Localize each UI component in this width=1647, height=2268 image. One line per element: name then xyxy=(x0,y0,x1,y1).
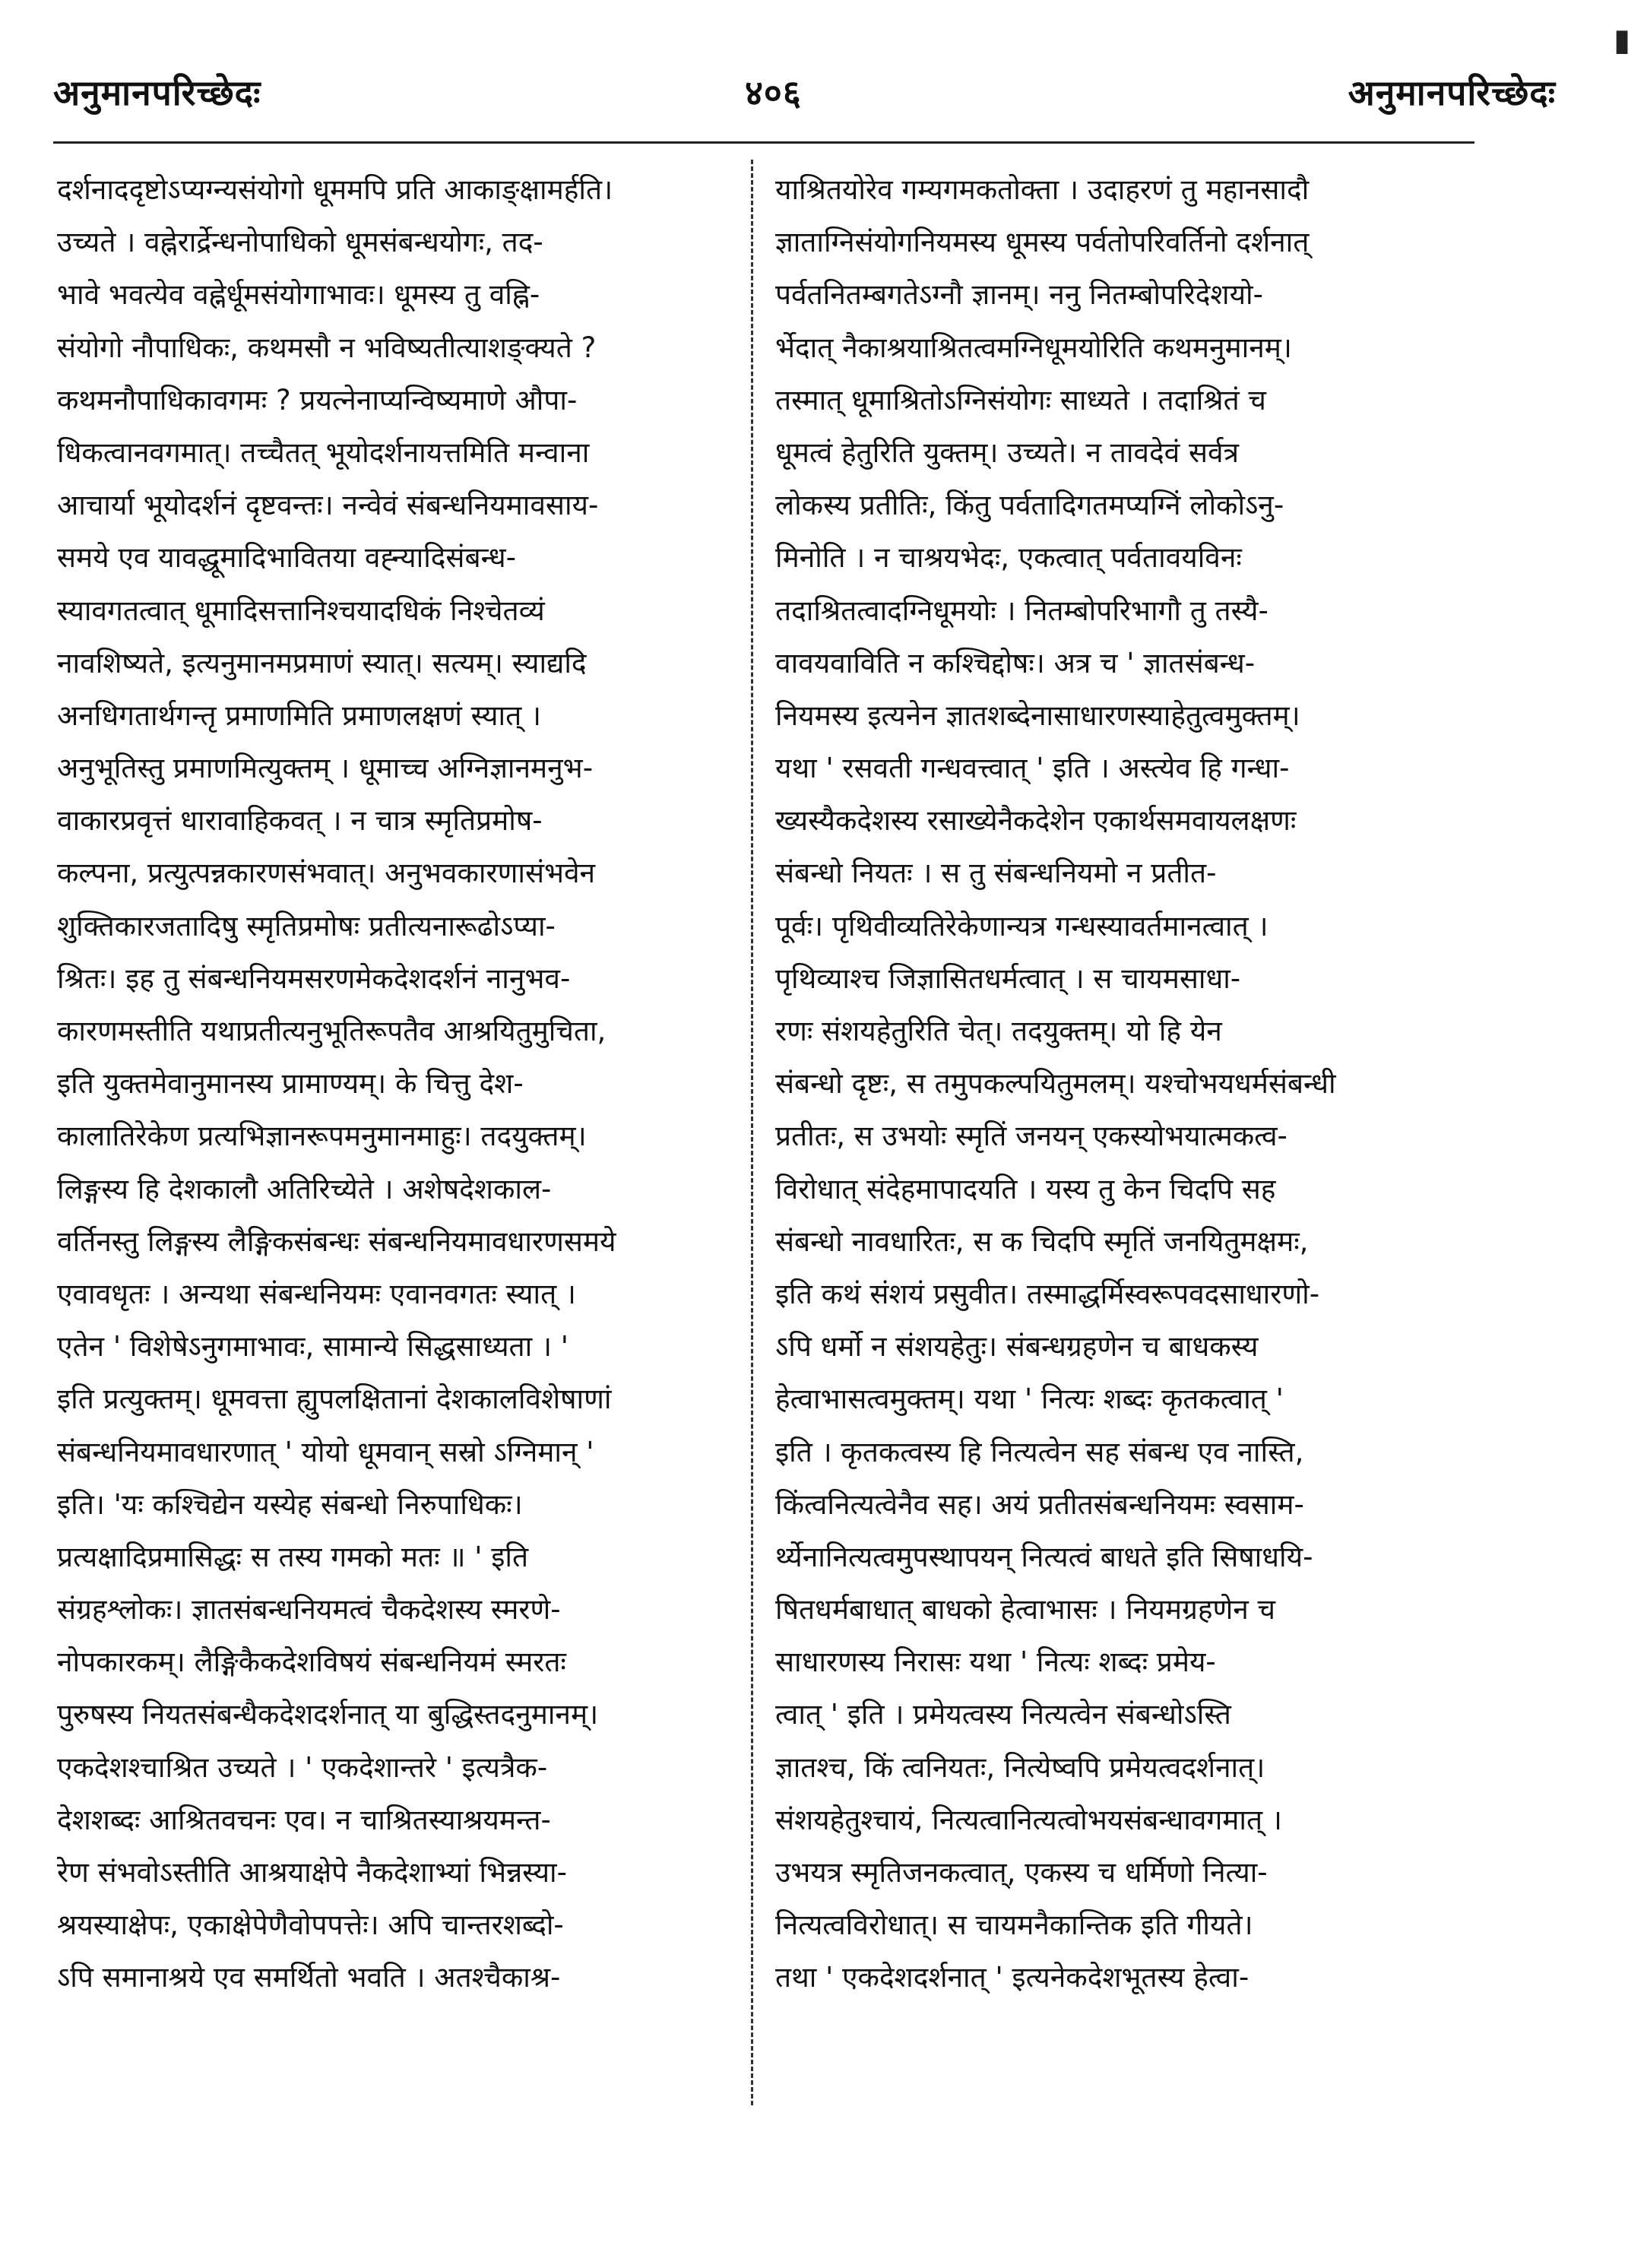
text-line: त्वात् ' इति । प्रमेयत्वस्य नित्यत्वेन संबन्धोऽस्ति xyxy=(775,1698,1231,1731)
text-line: पृथिव्याश्च जिज्ञासितधर्मत्वात् । स चायमसाधा- xyxy=(775,961,1241,995)
running-head-right: अनुमानपरिच्छेदः xyxy=(1348,72,1556,113)
text-line: धिकत्वानवगमात्। तच्चैतत् भूयोदर्शनायत्तमिति मन्वाना xyxy=(57,436,590,469)
text-line: श्रितः। इह तु संबन्धनियमसरणमेकदेशदर्शनं नानुभव- xyxy=(57,961,571,995)
text-line: कल्पना, प्रत्युत्पन्नकारणसंभवात्। अनुभवकारणासंभवेन xyxy=(57,857,596,890)
text-line: नोपकारकम्। लैङ्गिकैकदेशविषयं संबन्धनियमं स्मरतः xyxy=(57,1646,566,1679)
text-line: इति कथं संशयं प्रसुवीत। तस्माद्धर्मिस्वरूपवदसाधारणो- xyxy=(775,1277,1320,1310)
text-line: नावशिष्यते, इत्यनुमानमप्रमाणं स्यात्। सत्यम्। स्याद्यदि xyxy=(57,646,587,679)
text-line: अनुभूतिस्तु प्रमाणमित्युक्तम् । धूमाच्च अग्निज्ञानमनुभ- xyxy=(57,752,594,785)
column-divider xyxy=(751,160,753,2105)
text-line: यथा ' रसवती गन्धवत्त्वात् ' इति । अस्त्येव हि गन्धा- xyxy=(775,752,1290,785)
text-line: विरोधात् संदेहमापादयति । यस्य तु केन चिदपि सह xyxy=(775,1172,1276,1205)
text-line: पूर्वः। पृथिवीव्यतिरेकेणान्यत्र गन्धस्यावर्तमानत्वात् । xyxy=(775,909,1269,942)
text-line: एवावधृतः । अन्यथा संबन्धनियमः एवानवगतः स्यात् । xyxy=(57,1277,576,1310)
text-line: संबन्धो दृष्टः, स तमुपकल्पयितुमलम्। यश्चोभयधर्मसंबन्धी xyxy=(775,1067,1336,1101)
text-line: शुक्तिकारजतादिषु स्मृतिप्रमोषः प्रतीत्यनारूढोऽप्या- xyxy=(57,909,556,942)
text-line: र्भेदात् नैकाश्रयाश्रितत्वमग्निधूमयोरिति कथमनुमानम्। xyxy=(775,331,1292,364)
text-line: समये एव यावद्धूमादिभावितया वह्न्यादिसंबन्ध- xyxy=(57,541,516,575)
text-line: स्यावगतत्वात् धूमादिसत्तानिश्चयादधिकं निश्चेतव्यं xyxy=(57,594,545,627)
text-line: संग्रहश्लोकः। ज्ञातसंबन्धनियमत्वं चैकदेशस्य स्मरणे- xyxy=(57,1593,561,1627)
text-line: कथमनौपाधिकावगमः ? प्रयत्नेनाप्यन्विष्यमाणे औपा- xyxy=(57,383,578,417)
text-line: प्रतीतः, स उभयोः स्मृतिं जनयन् एकस्योभयात्मकत्व- xyxy=(775,1120,1288,1153)
right-column xyxy=(775,163,1482,2004)
text-line: संबन्धनियमावधारणात् ' योयो धूमवान् सस्रो ऽग्निमान् ' xyxy=(57,1435,594,1468)
text-line: इति युक्तमेवानुमानस्य प्रामाण्यम्। के चित्तु देश- xyxy=(57,1067,524,1101)
text-line: ज्ञातश्च, किं त्वनियतः, नित्येष्वपि प्रमेयत्वदर्शनात्। xyxy=(775,1750,1265,1784)
text-line: संबन्धो नावधारितः, स क चिदपि स्मृतिं जनयितुमक्षमः, xyxy=(775,1224,1309,1258)
text-line: इति प्रत्युक्तम्। धूमवत्ता ह्युपलक्षितानां देशकालविशेषाणां xyxy=(57,1383,612,1416)
text-line: आचार्या भूयोदर्शनं दृष्टवन्तः। नन्वेवं संबन्धनियमावसाय- xyxy=(57,489,599,522)
text-line: पर्वतनितम्बगतेऽग्नौ ज्ञानम्। ननु नितम्बोपरिदेशयो- xyxy=(775,278,1263,312)
text-line: एकदेशश्चाश्रित उच्यते । ' एकदेशान्तरे ' इत्यत्रैक- xyxy=(57,1750,548,1784)
text-line: इति। 'यः कश्चिद्येन यस्येह संबन्धो निरुपाधिकः। xyxy=(57,1487,523,1521)
text-line: ज्ञाताग्निसंयोगनियमस्य धूमस्य पर्वतोपरिवर्तिनो दर्शनात् xyxy=(775,226,1310,259)
text-line: वावयवाविति न कश्चिद्दोषः। अत्र च ' ज्ञातसंबन्ध- xyxy=(775,646,1256,679)
text-line: कालातिरेकेण प्रत्यभिज्ञानरूपमनुमानमाहुः। तदयुक्तम्। xyxy=(57,1120,587,1153)
text-line: देशशब्दः आश्रितवचनः एव। न चाश्रितस्याश्रयमन्त- xyxy=(57,1803,551,1836)
text-line: धूमत्वं हेतुरिति युक्तम्। उच्यते। न तावदेवं सर्वत्र xyxy=(775,436,1239,469)
text-line: नित्यत्वविरोधात्। स चायमनैकान्तिक इति गीयते। xyxy=(775,1908,1253,1942)
text-line: लोकस्य प्रतीतिः, किंतु पर्वतादिगतमप्यग्निं लोकोऽनु- xyxy=(775,489,1284,522)
text-line: याश्रितयोरेव गम्यगमकतोक्ता । उदाहरणं तु महानसादौ xyxy=(775,173,1310,206)
text-line: मिनोति । न चाश्रयभेदः, एकत्वात् पर्वतावयविनः xyxy=(775,541,1242,575)
text-line: उच्यते । वह्नेरार्द्रेन्धनोपाधिको धूमसंबन्धयोगः, तद- xyxy=(57,226,543,259)
text-line: कारणमस्तीति यथाप्रतीत्यनुभूतिरूपतैव आश्रयितुमुचिता, xyxy=(57,1015,607,1047)
text-line: एतेन ' विशेषेऽनुगमाभावः, सामान्ये सिद्धसाध्यता । ' xyxy=(57,1330,569,1364)
left-column xyxy=(57,163,764,2004)
text-line: उभयत्र स्मृतिजनकत्वात्, एकस्य च धर्मिणो नित्या- xyxy=(775,1856,1268,1889)
text-line: रेण संभवोऽस्तीति आश्रयाक्षेपे नैकदेशाभ्यां भिन्नस्या- xyxy=(57,1856,567,1889)
text-line: नियमस्य इत्यनेन ज्ञातशब्देनासाधारणस्याहेतुत्वमुक्तम्। xyxy=(775,698,1300,732)
margin-mark: ▮ xyxy=(1613,23,1630,58)
text-line: रणः संशयहेतुरिति चेत्। तदयुक्तम्। यो हि येन xyxy=(775,1015,1222,1047)
text-line: साधारणस्य निरासः यथा ' नित्यः शब्दः प्रमेय- xyxy=(775,1646,1216,1679)
text-line: ख्यस्यैकदेशस्य रसाख्येनैकदेशेन एकार्थसमवायलक्षणः xyxy=(775,804,1297,838)
text-line: लिङ्गस्य हि देशकालौ अतिरिच्येते । अशेषदेशकाल- xyxy=(57,1172,552,1205)
text-line: भावे भवत्येव वह्नेर्धूमसंयोगाभावः। धूमस्य तु वह्नि- xyxy=(57,278,540,312)
text-line: तथा ' एकदेशदर्शनात् ' इत्यनेकदेशभूतस्य हेत्वा- xyxy=(775,1961,1250,1994)
text-line: पुरुषस्य नियतसंबन्धैकदेशदर्शनात् या बुद्धिस्तदनुमानम्। xyxy=(57,1698,599,1731)
text-line: प्रत्यक्षादिप्रमासिद्धः स तस्य गमको मतः ॥ ' इति xyxy=(57,1540,529,1573)
text-line: ऽपि समानाश्रये एव समर्थितो भवति । अतश्चैकाश्र- xyxy=(57,1961,561,1994)
text-line: षितधर्मबाधात् बाधको हेत्वाभासः । नियमग्रहणेन च xyxy=(775,1593,1276,1627)
text-line: वाकारप्रवृत्तं धारावाहिकवत् । न चात्र स्मृतिप्रमोष- xyxy=(57,804,543,838)
text-line: र्थ्येनानित्यत्वमुपस्थापयन् नित्यत्वं बाधते इति सिषाधयि- xyxy=(775,1540,1313,1573)
text-line: इति । कृतकत्वस्य हि नित्यत्वेन सह संबन्ध एव नास्ति, xyxy=(775,1435,1304,1468)
text-line: ऽपि धर्मो न संशयहेतुः। संबन्धग्रहणेन च बाधकस्य xyxy=(775,1330,1259,1364)
running-head-left: अनुमानपरिच्छेदः xyxy=(53,72,261,113)
text-line: वर्तिनस्तु लिङ्गस्य लैङ्गिकसंबन्धः संबन्धनियमावधारणसमये xyxy=(57,1224,616,1258)
text-line: संयोगो नौपाधिकः, कथमसौ न भविष्यतीत्याशङ्क्यते ? xyxy=(57,331,597,364)
text-line: दर्शनाददृष्टोऽप्यग्न्यसंयोगो धूममपि प्रति आकाङ्क्षामर्हति। xyxy=(57,173,613,206)
header-rule xyxy=(53,141,1474,144)
text-line: अनधिगतार्थगन्तृ प्रमाणमिति प्रमाणलक्षणं स्यात् । xyxy=(57,698,541,732)
page-number: ४०६ xyxy=(745,72,802,113)
text-line: तदाश्रितत्वादग्निधूमयोः । नितम्बोपरिभागौ तु तस्यै- xyxy=(775,594,1269,627)
text-line: किंत्वनित्यत्वेनैव सह। अयं प्रतीतसंबन्धनियमः स्वसाम- xyxy=(775,1487,1304,1521)
text-line: श्रयस्याक्षेपः, एकाक्षेपेणैवोपपत्तेः। अपि चान्तरशब्दो- xyxy=(57,1908,564,1942)
text-line: तस्मात् धूमाश्रितोऽग्निसंयोगः साध्यते । तदाश्रितं च xyxy=(775,383,1266,417)
text-line: संशयहेतुश्चायं, नित्यत्वानित्यत्वोभयसंबन्धावगमात् । xyxy=(775,1803,1282,1836)
text-line: हेत्वाभासत्वमुक्तम्। यथा ' नित्यः शब्दः कृतकत्वात् ' xyxy=(775,1383,1284,1416)
text-line: संबन्धो नियतः । स तु संबन्धनियमो न प्रतीत- xyxy=(775,857,1217,890)
